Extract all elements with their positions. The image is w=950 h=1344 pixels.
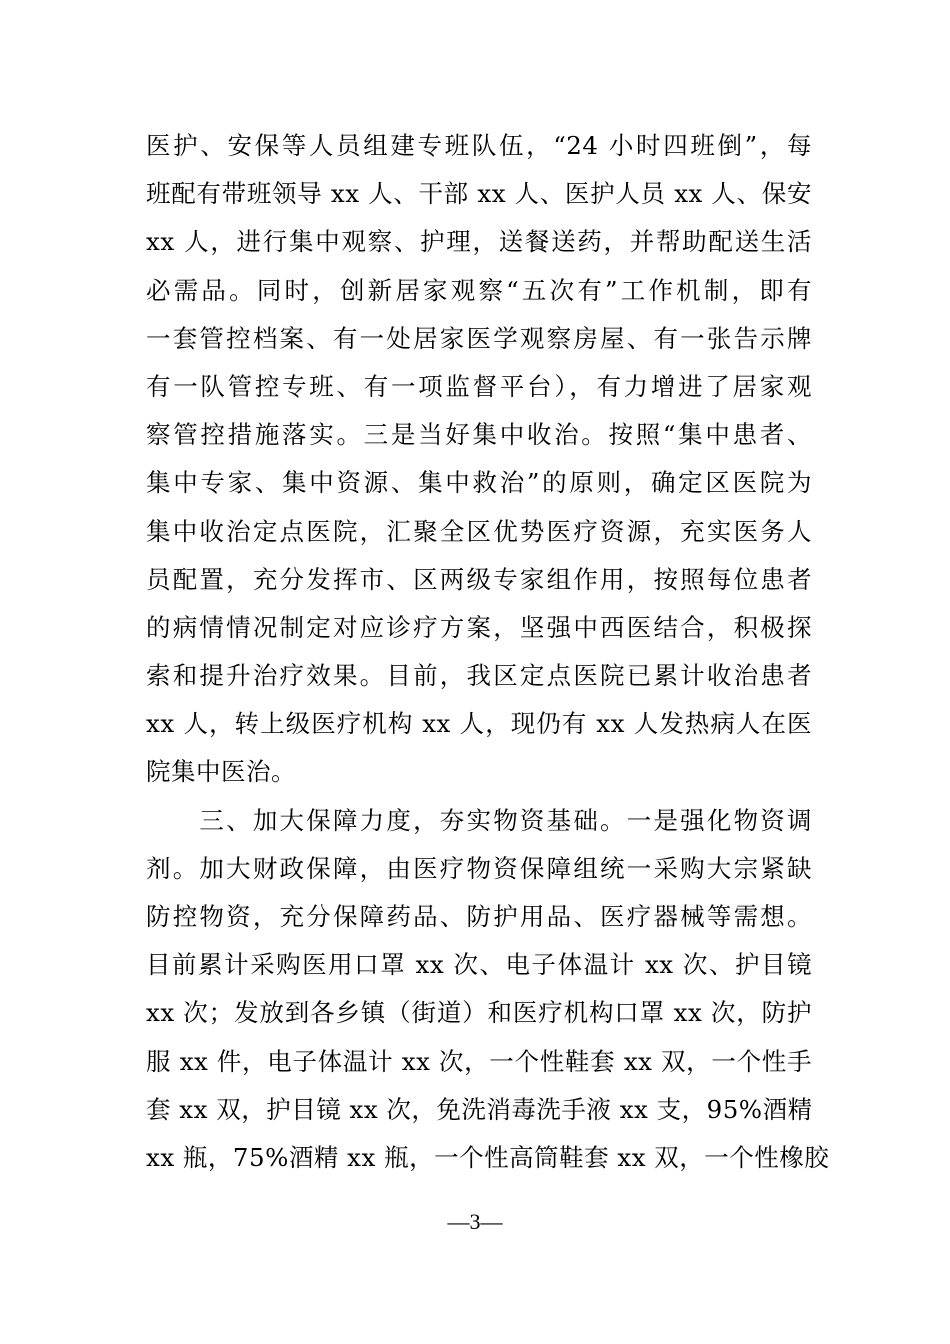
text-line: 服 xx 件，电子体温计 xx 次，一个性鞋套 xx 双，一个性手 — [146, 1046, 812, 1076]
text-line: 班配有带班领导 xx 人、干部 xx 人、医护人员 xx 人、保安 — [146, 179, 812, 209]
text-line: 索和提升治疗效果。目前，我区定点医院已累计收治患者 — [146, 661, 812, 691]
text-line: xx 次；发放到各乡镇（街道）和医疗机构口罩 xx 次，防护 — [146, 998, 812, 1028]
text-line: 院集中医治。 — [146, 757, 296, 787]
text-line: 集中专家、集中资源、集中救治”的原则，确定区医院为 — [146, 468, 812, 498]
text-line: 有一队管控专班、有一项监督平台），有力增进了居家观 — [146, 371, 812, 401]
text-line: 集中收治定点医院，汇聚全区优势医疗资源，充实医务人 — [146, 516, 812, 546]
text-line: xx 人，转上级医疗机构 xx 人，现仍有 xx 人发热病人在医 — [146, 709, 812, 739]
text-line: 套 xx 双，护目镜 xx 次，免洗消毒洗手液 xx 支，95%酒精 — [146, 1094, 813, 1124]
text-line: 剂。加大财政保障，由医疗物资保障组统一采购大宗紧缺 — [146, 853, 812, 883]
text-line: 防控物资，充分保障药品、防护用品、医疗器械等需想。 — [146, 902, 812, 931]
text-line: xx 人，进行集中观察、护理，送餐送药，并帮助配送生活 — [146, 227, 812, 257]
text-line: 员配置，充分发挥市、区两级专家组作用，按照每位患者 — [146, 564, 812, 594]
text-line: 目前累计采购医用口罩 xx 次、电子体温计 xx 次、护目镜 — [146, 950, 812, 980]
text-line: 医护、安保等人员组建专班队伍，“24 小时四班倒”，每 — [146, 131, 812, 160]
text-line: 一套管控档案、有一处居家医学观察房屋、有一张告示牌 — [146, 323, 812, 353]
text-line: xx 瓶，75%酒精 xx 瓶，一个性高筒鞋套 xx 双，一个性橡胶 — [146, 1142, 830, 1172]
body-text — [146, 122, 830, 1182]
text-line: 三、加大保障力度，夯实物资基础。一是强化物资调 — [146, 805, 812, 835]
text-line: 察管控措施落实。三是当好集中收治。按照“集中患者、 — [146, 420, 812, 450]
page-number: —3— — [447, 1209, 503, 1234]
text-line: 的病情情况制定对应诊疗方案，坚强中西医结合，积极探 — [146, 612, 812, 642]
text-line: 必需品。同时，创新居家观察“五次有”工作机制，即有 — [146, 275, 812, 305]
